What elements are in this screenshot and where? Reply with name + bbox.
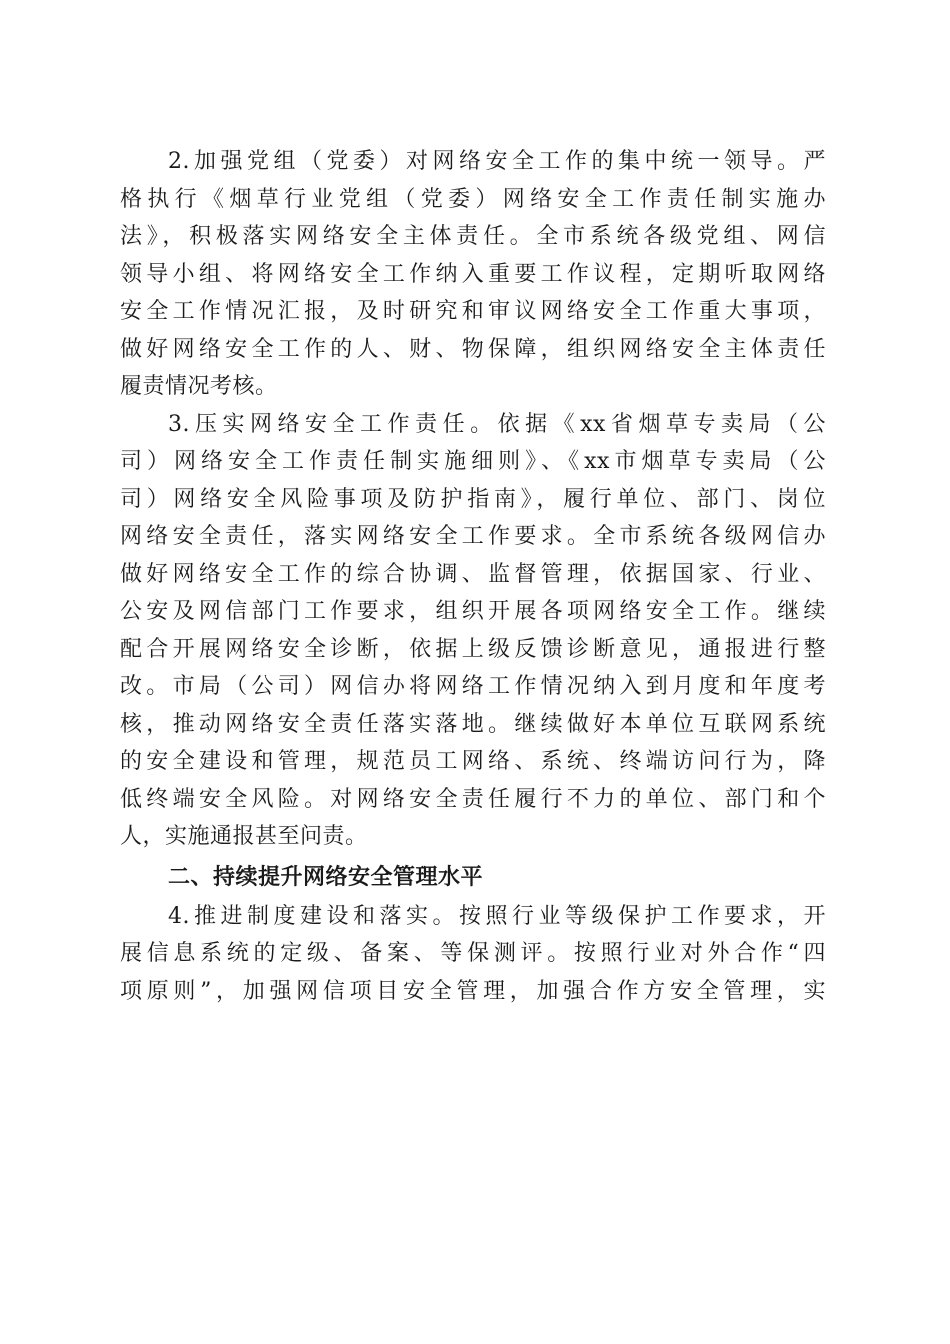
text-line: 人，实施通报甚至问责。 [120,824,368,849]
text-line: 公安及网信部门工作要求，组织开展各项网络安全工作。继续 [120,599,826,624]
paragraph-item-2 [120,143,826,406]
paragraph-item-3 [120,406,826,856]
text-line: 4.推进制度建设和落实。按照行业等级保护工作要求，开 [168,903,826,929]
paragraph-item-4 [120,898,826,1011]
text-line: 履责情况考核。 [120,374,278,399]
text-line: 核，推动网络安全责任落实落地。继续做好本单位互联网系统 [120,711,826,737]
text-line: 领导小组、将网络安全工作纳入重要工作议程，定期听取网络 [120,261,826,287]
text-line: 的安全建设和管理，规范员工网络、系统、终端访问行为，降 [120,749,826,774]
section-heading: 二、持续提升网络安全管理水平 [168,864,484,890]
text-line: 项原则”，加强网信项目安全管理，加强合作方安全管理，实 [120,978,826,1004]
text-line: 做好网络安全工作的人、财、物保障，组织网络安全主体责任 [120,336,826,362]
text-line: 2.加强党组（党委）对网络安全工作的集中统一领导。严 [168,149,826,174]
text-line: 展信息系统的定级、备案、等保测评。按照行业对外合作“四 [120,941,826,966]
text-line: 3.压实网络安全工作责任。依据《xx省烟草专卖局（公 [168,411,826,437]
text-line: 网络安全责任，落实网络安全工作要求。全市系统各级网信办 [120,524,826,549]
text-line: 司）网络安全工作责任制实施细则》、《xx市烟草专卖局（公 [120,449,826,474]
text-line: 司）网络安全风险事项及防护指南》，履行单位、部门、岗位 [120,486,826,512]
text-line: 安全工作情况汇报，及时研究和审议网络安全工作重大事项， [120,299,826,324]
document-body [120,143,826,1010]
text-line: 配合开展网络安全诊断，依据上级反馈诊断意见，通报进行整 [120,636,826,662]
text-line: 改。市局（公司）网信办将网络工作情况纳入到月度和年度考 [120,674,826,699]
text-line: 做好网络安全工作的综合协调、监督管理，依据国家、行业、 [120,561,826,587]
text-line: 格执行《烟草行业党组（党委）网络安全工作责任制实施办 [120,186,826,212]
text-line: 法》，积极落实网络安全主体责任。全市系统各级党组、网信 [120,224,826,249]
text-line: 低终端安全风险。对网络安全责任履行不力的单位、部门和个 [120,786,826,812]
